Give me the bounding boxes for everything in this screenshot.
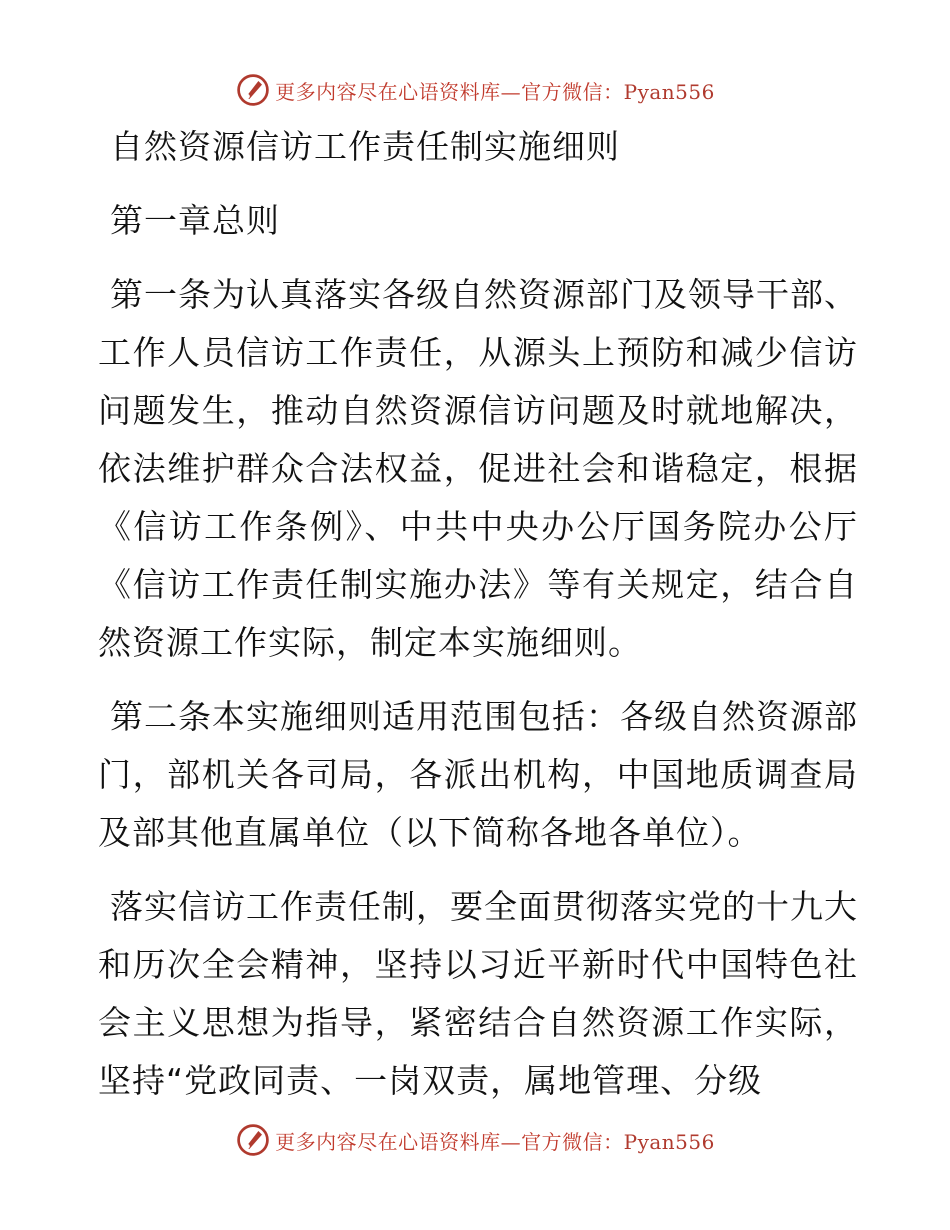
watermark-footer [0,1120,950,1160]
paragraph-article-1: 第一条为认真落实各级自然资源部门及领导干部、工作人员信访工作责任，从源头上预防和减少信访问题发生，推动自然资源信访问题及时就地解决，依法维护群众合法权益，促进社会和谐稳定，根据《信访工作条例》、中共中央办公厅国务院办公厅《信访工作责任制实施办法》等有关规定，结合自然资源工作实际，制定本实施细则。 [98,275,858,662]
document-title: 自然资源信访工作责任制实施细则 [110,127,620,166]
watermark-header [0,70,950,110]
paragraph-responsibility: 落实信访工作责任制，要全面贯彻落实党的十九大和历次全会精神，坚持以习近平新时代中国特色社会主义思想为指导，紧密结合自然资源工作实际，坚持“党政同责、一岗双责，属地管理、分级 [98,887,858,1100]
pen-nib-logo-icon [235,72,271,108]
chapter-title: 第一章总则 [110,201,280,240]
watermark-contact: Pyan556 [623,79,715,104]
paragraph-article-2: 第二条本实施细则适用范围包括：各级自然资源部门，部机关各司局，各派出机构，中国地质调查局及部其他直属单位（以下简称各地各单位）。 [98,697,858,852]
watermark-text: 更多内容尽在心语资料库—官方微信：Pyan556 [275,1129,715,1154]
document-body [98,118,858,1126]
watermark-contact: Pyan556 [623,1129,715,1154]
watermark-text: 更多内容尽在心语资料库—官方微信：Pyan556 [275,79,715,104]
pen-nib-logo-icon [235,1122,271,1158]
